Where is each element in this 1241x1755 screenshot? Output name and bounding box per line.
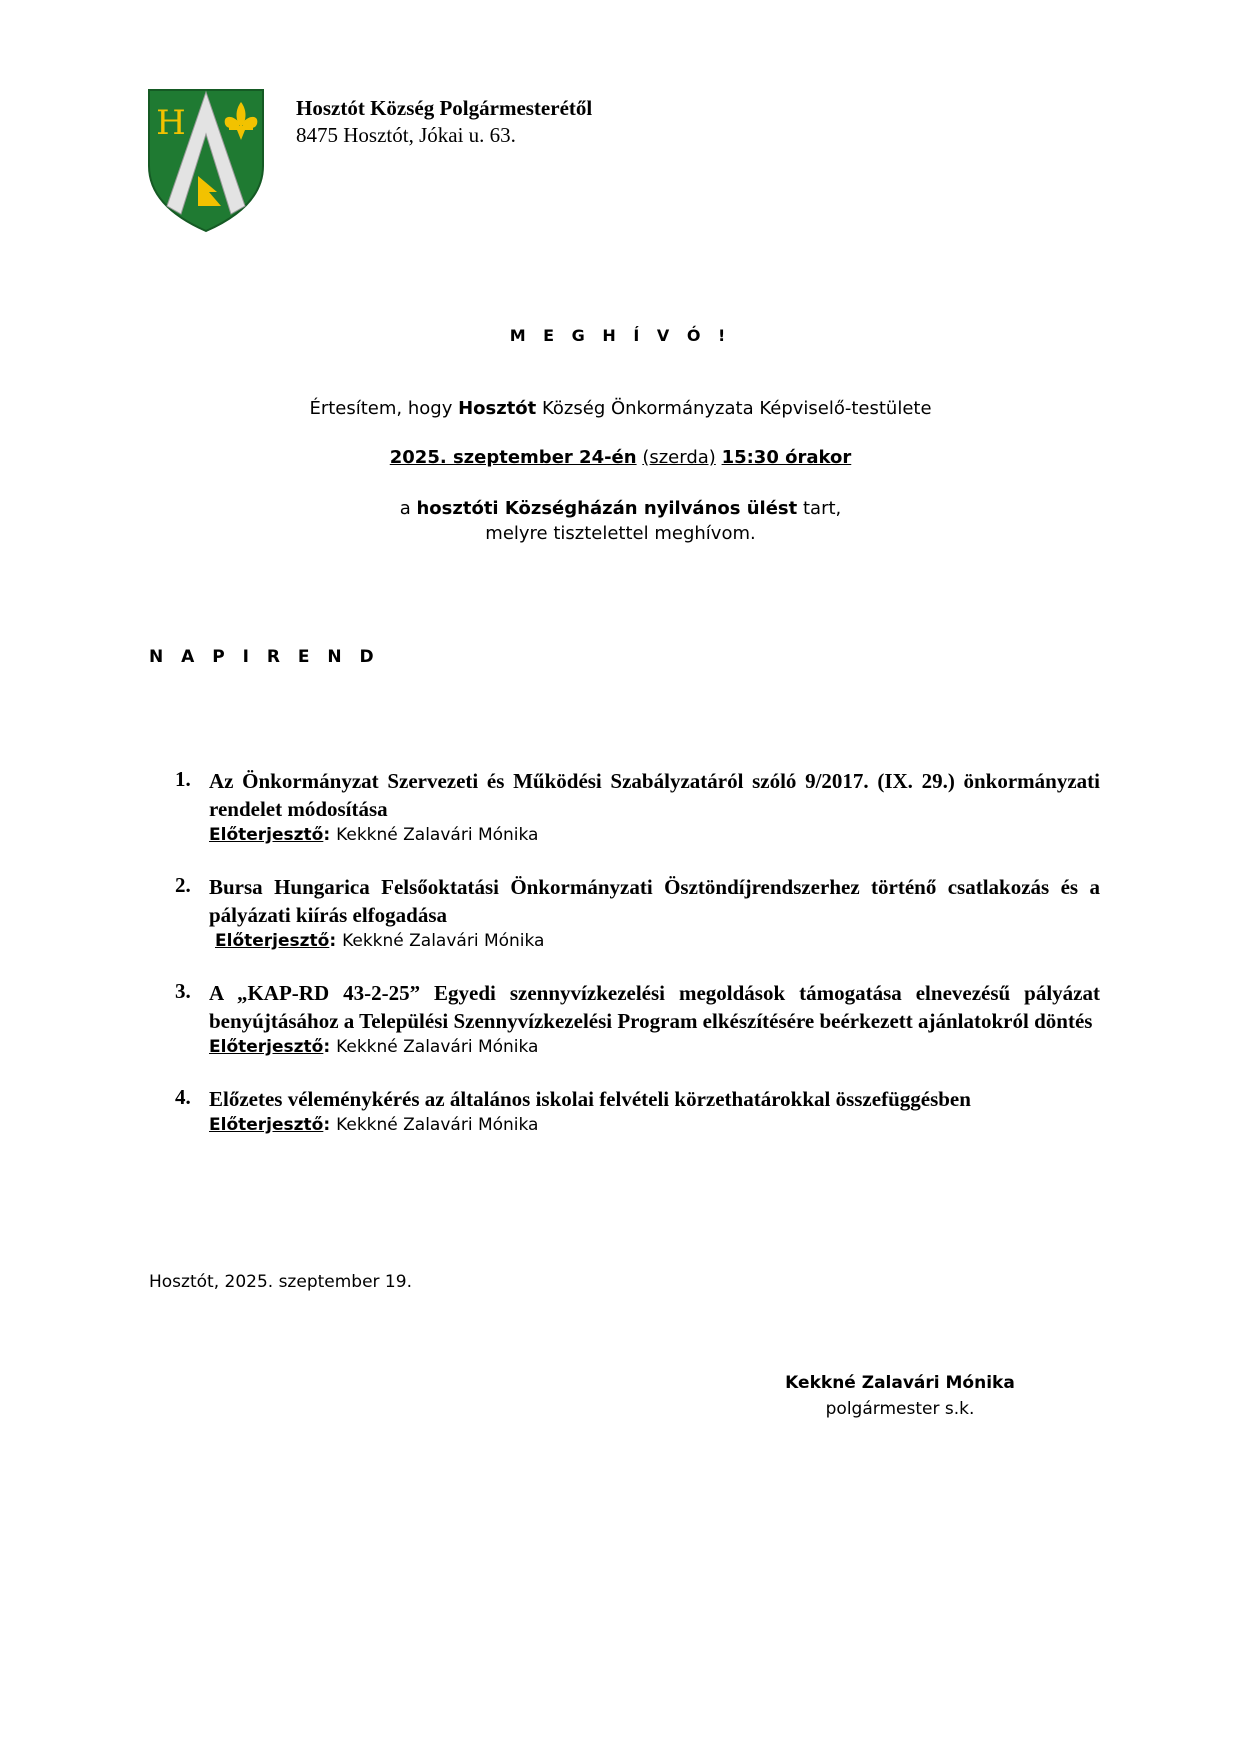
place-pre: a xyxy=(399,498,417,519)
meeting-date: 2025. szeptember 24-én xyxy=(389,447,637,468)
agenda-item xyxy=(175,1085,1100,1137)
notice-post: Község Önkormányzata Képviselő-testülete xyxy=(536,398,932,419)
notice-village: Hosztót xyxy=(458,398,537,419)
agenda-item-number: 1. xyxy=(175,767,191,791)
presenter-label: Előterjesztő xyxy=(215,931,330,951)
agenda-list xyxy=(175,767,1100,1163)
place-line2: melyre tisztelettel meghívom. xyxy=(485,523,756,544)
agenda-item-presenter: Előterjesztő: Kekkné Zalavári Mónika xyxy=(215,931,545,951)
agenda-item-number: 3. xyxy=(175,979,191,1003)
agenda-title: N A P I R E N D xyxy=(149,647,380,667)
agenda-item xyxy=(175,767,1100,847)
presenter-label: Előterjesztő xyxy=(209,825,324,845)
signature-block xyxy=(770,1370,1030,1422)
page-title: M E G H Í V Ó ! xyxy=(509,326,732,345)
dateline: Hosztót, 2025. szeptember 19. xyxy=(149,1272,412,1292)
office-name: Hosztót Község Polgármesterétől xyxy=(296,96,593,120)
sender-block xyxy=(296,95,592,149)
meeting-weekday: (szerda) xyxy=(642,447,716,468)
office-address: 8475 Hosztót, Jókai u. 63. xyxy=(296,123,516,147)
agenda-item-text: A „KAP-RD 43-2-25” Egyedi szennyvízkezelési megoldások támogatása elnevezésű pályázat benyújtásához a Települési Szennyvízkezelési Program elkészítésére beérkezett ajánlatokról döntés xyxy=(209,981,1100,1033)
agenda-item-number: 2. xyxy=(175,873,191,897)
presenter-name: Kekkné Zalavári Mónika xyxy=(336,1037,539,1057)
notice-pre: Értesítem, hogy xyxy=(309,398,459,419)
agenda-item xyxy=(175,979,1100,1059)
agenda-item-text: Az Önkormányzat Szervezeti és Működési Szabályzatáról szóló 9/2017. (IX. 29.) önkormányzati rendelet módosítása xyxy=(209,769,1100,821)
agenda-item-presenter: Előterjesztő: Kekkné Zalavári Mónika xyxy=(209,825,539,845)
presenter-name: Kekkné Zalavári Mónika xyxy=(336,1115,539,1135)
coat-of-arms xyxy=(147,88,265,233)
meeting-datetime xyxy=(0,447,1241,468)
presenter-label: Előterjesztő xyxy=(209,1115,324,1135)
notice-line xyxy=(0,398,1241,419)
agenda-item-number: 4. xyxy=(175,1085,191,1109)
agenda-item-text: Bursa Hungarica Felsőoktatási Önkormányzati Ösztöndíjrendszerhez történő csatlakozás és a pályázati kiírás elfogadása xyxy=(209,875,1100,927)
agenda-item-presenter: Előterjesztő: Kekkné Zalavári Mónika xyxy=(209,1115,539,1135)
place-bold: hosztóti Községházán nyilvános ülést xyxy=(416,498,798,519)
presenter-label: Előterjesztő xyxy=(209,1037,324,1057)
agenda-item-text: Előzetes véleménykérés az általános iskolai felvételi körzethatárokkal összefüggésben xyxy=(209,1087,971,1111)
place-post: tart, xyxy=(797,498,842,519)
meeting-place xyxy=(0,496,1241,546)
signer-role: polgármester s.k. xyxy=(825,1399,975,1419)
agenda-item xyxy=(175,873,1100,953)
presenter-name: Kekkné Zalavári Mónika xyxy=(336,825,539,845)
crest-letter: H xyxy=(156,103,186,143)
meeting-time: 15:30 órakor xyxy=(721,447,852,468)
signer-name: Kekkné Zalavári Mónika xyxy=(785,1373,1015,1393)
agenda-item-presenter: Előterjesztő: Kekkné Zalavári Mónika xyxy=(209,1037,539,1057)
presenter-name: Kekkné Zalavári Mónika xyxy=(342,931,545,951)
